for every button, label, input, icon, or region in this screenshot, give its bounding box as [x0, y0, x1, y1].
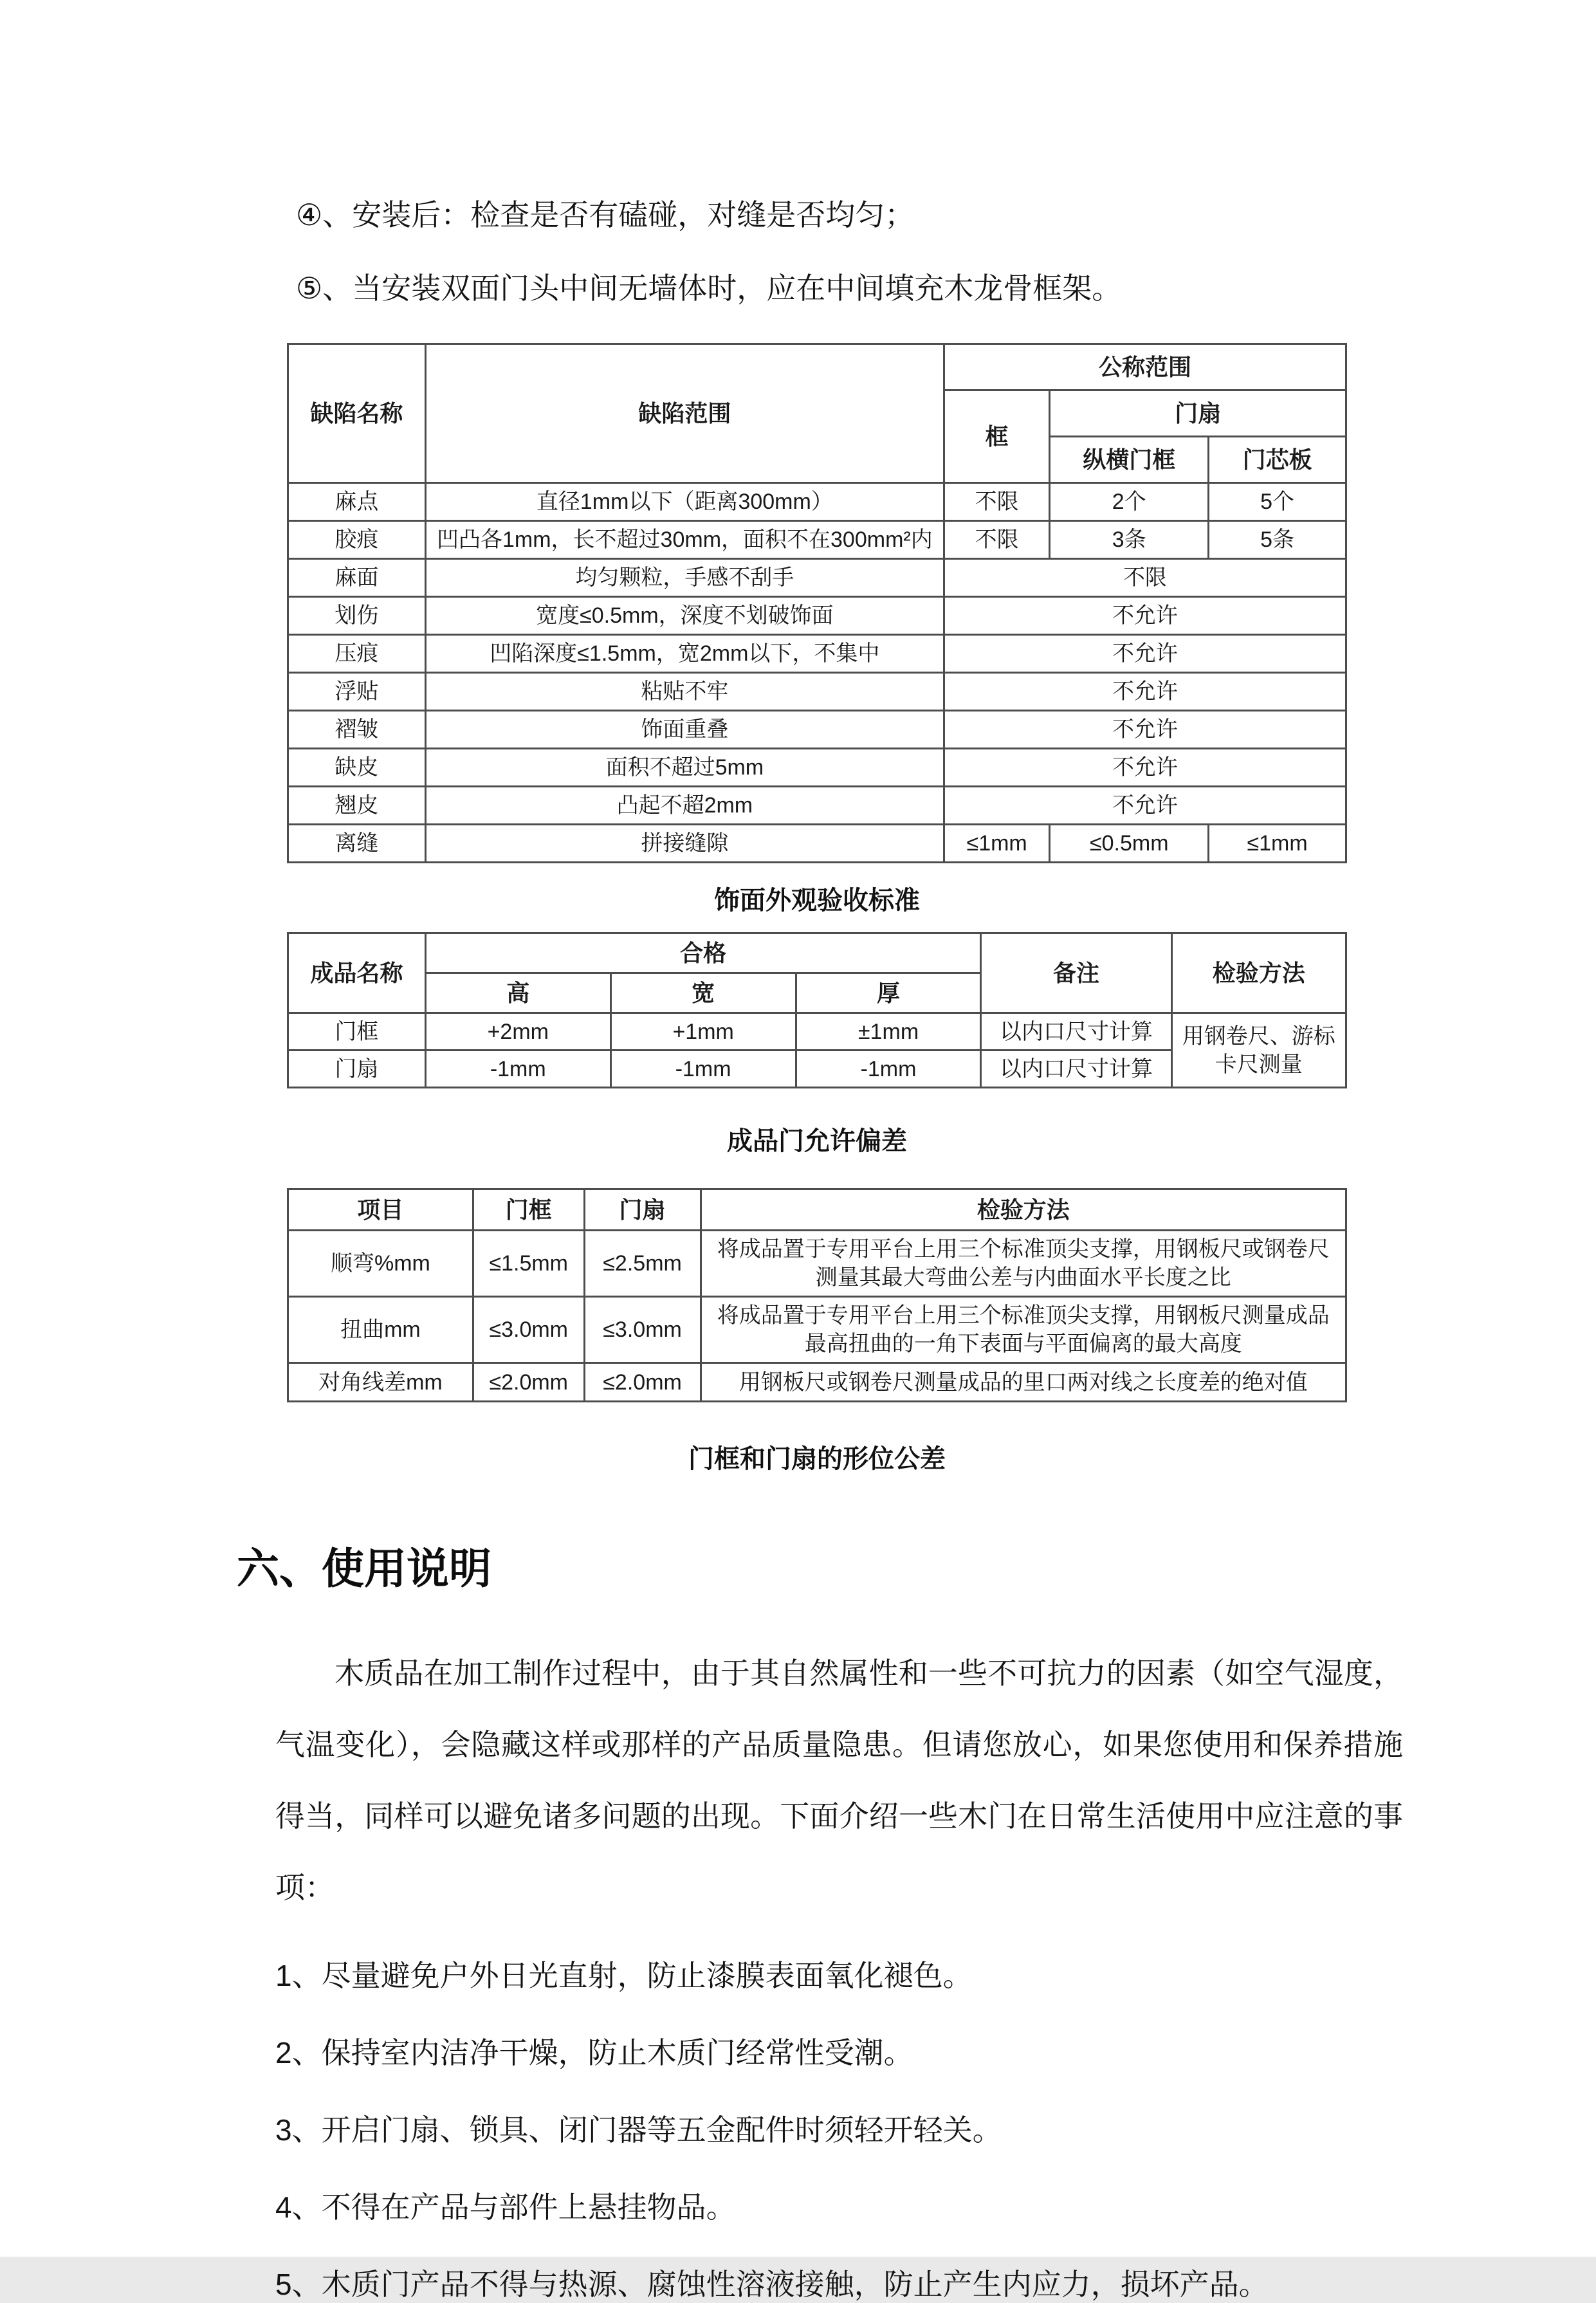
door-leaf-header: 门扇	[1050, 390, 1346, 437]
thickness-header: 厚	[796, 973, 981, 1013]
table-row	[288, 825, 1346, 863]
tolerance-table	[287, 1188, 1347, 1402]
deviation-table-caption: 成品门允许偏差	[727, 1127, 907, 1155]
defect-name-cell: 压痕	[288, 635, 426, 673]
leaf-cell: ≤3.0mm	[584, 1297, 701, 1363]
nominal-range-header: 公称范围	[944, 344, 1346, 390]
defect-range-cell: 宽度≤0.5mm，深度不划破饰面	[425, 597, 944, 635]
defect-range-cell: 凹陷深度≤1.5mm，宽2mm以下，不集中	[425, 635, 944, 673]
limit-all-cell: 不允许	[944, 673, 1346, 711]
frame-cell: 不限	[944, 521, 1050, 559]
limit-all-cell: 不允许	[944, 787, 1346, 825]
method-cell: 将成品置于专用平台上用三个标准顶尖支撑，用钢板尺或钢卷尺测量其最大弯曲公差与内曲面水平长度之比	[701, 1231, 1346, 1297]
table-row	[288, 711, 1346, 749]
deviation-table	[287, 932, 1347, 1088]
defect-range-cell: 拼接缝隙	[425, 825, 944, 863]
frame-header: 门框	[473, 1189, 584, 1231]
item-cell: 顺弯%mm	[288, 1231, 473, 1297]
defect-name-cell: 胶痕	[288, 521, 426, 559]
defect-name-cell: 划伤	[288, 597, 426, 635]
item-cell: 对角线差mm	[288, 1363, 473, 1402]
table-row	[288, 1363, 1346, 1402]
limit-all-cell: 不允许	[944, 711, 1346, 749]
stile-rail-cell: 3条	[1050, 521, 1209, 559]
usage-item-5: 5、木质门产品不得与热源、腐蚀性溶液接触，防止产生内应力，损坏产品。	[275, 2268, 1269, 2301]
product-name-header: 成品名称	[288, 933, 426, 1013]
defect-range-cell: 凸起不超2mm	[425, 787, 944, 825]
defect-range-cell: 饰面重叠	[425, 711, 944, 749]
leaf-header: 门扇	[584, 1189, 701, 1231]
table-row	[288, 673, 1346, 711]
thickness-cell: -1mm	[796, 1051, 981, 1088]
method-header: 检验方法	[1171, 933, 1346, 1013]
defect-table-caption: 饰面外观验收标准	[714, 886, 920, 915]
leaf-cell: ≤2.0mm	[584, 1363, 701, 1402]
table-row	[288, 1297, 1346, 1363]
limit-all-cell: 不允许	[944, 749, 1346, 787]
install-note-4: ④、安装后：检查是否有磕碰，对缝是否均匀；	[296, 198, 915, 232]
height-cell: -1mm	[425, 1051, 610, 1088]
frame-cell: ≤1mm	[944, 825, 1050, 863]
table-row	[288, 1231, 1346, 1297]
usage-item-4: 4、不得在产品与部件上悬挂物品。	[275, 2190, 736, 2224]
thickness-cell: ±1mm	[796, 1013, 981, 1051]
method-cell: 用钢板尺或钢卷尺测量成品的里口两对线之长度差的绝对值	[701, 1363, 1346, 1402]
install-note-5: ⑤、当安装双面门头中间无墙体时，应在中间填充木龙骨框架。	[296, 271, 1122, 305]
width-cell: +1mm	[610, 1013, 796, 1051]
table-row	[288, 635, 1346, 673]
limit-all-cell: 不允许	[944, 597, 1346, 635]
defect-range-header: 缺陷范围	[425, 344, 944, 483]
defect-name-cell: 褶皱	[288, 711, 426, 749]
usage-item-2: 2、保持室内洁净干燥，防止木质门经常性受潮。	[275, 2036, 913, 2069]
section-heading-usage: 六、使用说明	[237, 1545, 491, 1592]
defect-range-cell: 面积不超过5mm	[425, 749, 944, 787]
leaf-cell: ≤2.5mm	[584, 1231, 701, 1297]
note-cell: 以内口尺寸计算	[981, 1013, 1171, 1051]
frame-header: 框	[944, 390, 1050, 483]
defect-range-cell: 凹凸各1mm，长不超过30mm，面积不在300mm²内	[425, 521, 944, 559]
height-header: 高	[425, 973, 610, 1013]
defect-name-header: 缺陷名称	[288, 344, 426, 483]
width-cell: -1mm	[610, 1051, 796, 1088]
defect-range-cell: 均匀颗粒，手感不刮手	[425, 559, 944, 597]
core-panel-cell: 5个	[1209, 483, 1346, 521]
defect-name-cell: 麻点	[288, 483, 426, 521]
tolerance-table-caption: 门框和门扇的形位公差	[688, 1445, 946, 1473]
limit-all-cell: 不限	[944, 559, 1346, 597]
table-row	[288, 559, 1346, 597]
table-row	[288, 521, 1346, 559]
frame-cell: ≤3.0mm	[473, 1297, 584, 1363]
width-header: 宽	[610, 973, 796, 1013]
stile-rail-cell: ≤0.5mm	[1050, 825, 1209, 863]
table-row	[288, 749, 1346, 787]
height-cell: +2mm	[425, 1013, 610, 1051]
table-row	[288, 1013, 1346, 1051]
defect-name-cell: 浮贴	[288, 673, 426, 711]
defect-name-cell: 缺皮	[288, 749, 426, 787]
usage-item-3: 3、开启门扇、锁具、闭门器等五金配件时须轻开轻关。	[275, 2113, 1002, 2147]
item-cell: 扭曲mm	[288, 1297, 473, 1363]
table-row	[288, 787, 1346, 825]
method-header: 检验方法	[701, 1189, 1346, 1231]
core-panel-cell: ≤1mm	[1209, 825, 1346, 863]
usage-intro-paragraph: 木质品在加工制作过程中，由于其自然属性和一些不可抗力的因素（如空气湿度，气温变化），会隐藏这样或那样的产品质量隐患。但请您放心，如果您使用和保养措施得当，同样可以避免诸多问题的出现。下面介绍一些木门在日常生活使用中应注意的事项：	[275, 1656, 1403, 1904]
pass-header: 合格	[425, 933, 981, 973]
frame-cell: ≤1.5mm	[473, 1231, 584, 1297]
note-header: 备注	[981, 933, 1171, 1013]
note-cell: 以内口尺寸计算	[981, 1051, 1171, 1088]
usage-list	[275, 1957, 1403, 2303]
product-name-cell: 门框	[288, 1013, 426, 1051]
frame-cell: ≤2.0mm	[473, 1363, 584, 1402]
usage-item-1: 1、尽量避免户外日光直射，防止漆膜表面氧化褪色。	[275, 1959, 973, 1992]
core-panel-header: 门芯板	[1209, 437, 1346, 483]
table-row	[288, 483, 1346, 521]
defect-name-cell: 麻面	[288, 559, 426, 597]
stile-rail-cell: 2个	[1050, 483, 1209, 521]
defect-range-cell: 粘贴不牢	[425, 673, 944, 711]
defect-name-cell: 离缝	[288, 825, 426, 863]
item-header: 项目	[288, 1189, 473, 1231]
stile-rail-header: 纵横门框	[1050, 437, 1209, 483]
core-panel-cell: 5条	[1209, 521, 1346, 559]
frame-cell: 不限	[944, 483, 1050, 521]
method-cell: 将成品置于专用平台上用三个标准顶尖支撑，用钢板尺测量成品最高扭曲的一角下表面与平面偏离的最大高度	[701, 1297, 1346, 1363]
defect-table	[287, 343, 1347, 863]
table-row	[288, 597, 1346, 635]
defect-name-cell: 翘皮	[288, 787, 426, 825]
defect-range-cell: 直径1mm以下（距离300mm）	[425, 483, 944, 521]
product-name-cell: 门扇	[288, 1051, 426, 1088]
method-merged-cell: 用钢卷尺、游标卡尺测量	[1171, 1013, 1346, 1088]
limit-all-cell: 不允许	[944, 635, 1346, 673]
